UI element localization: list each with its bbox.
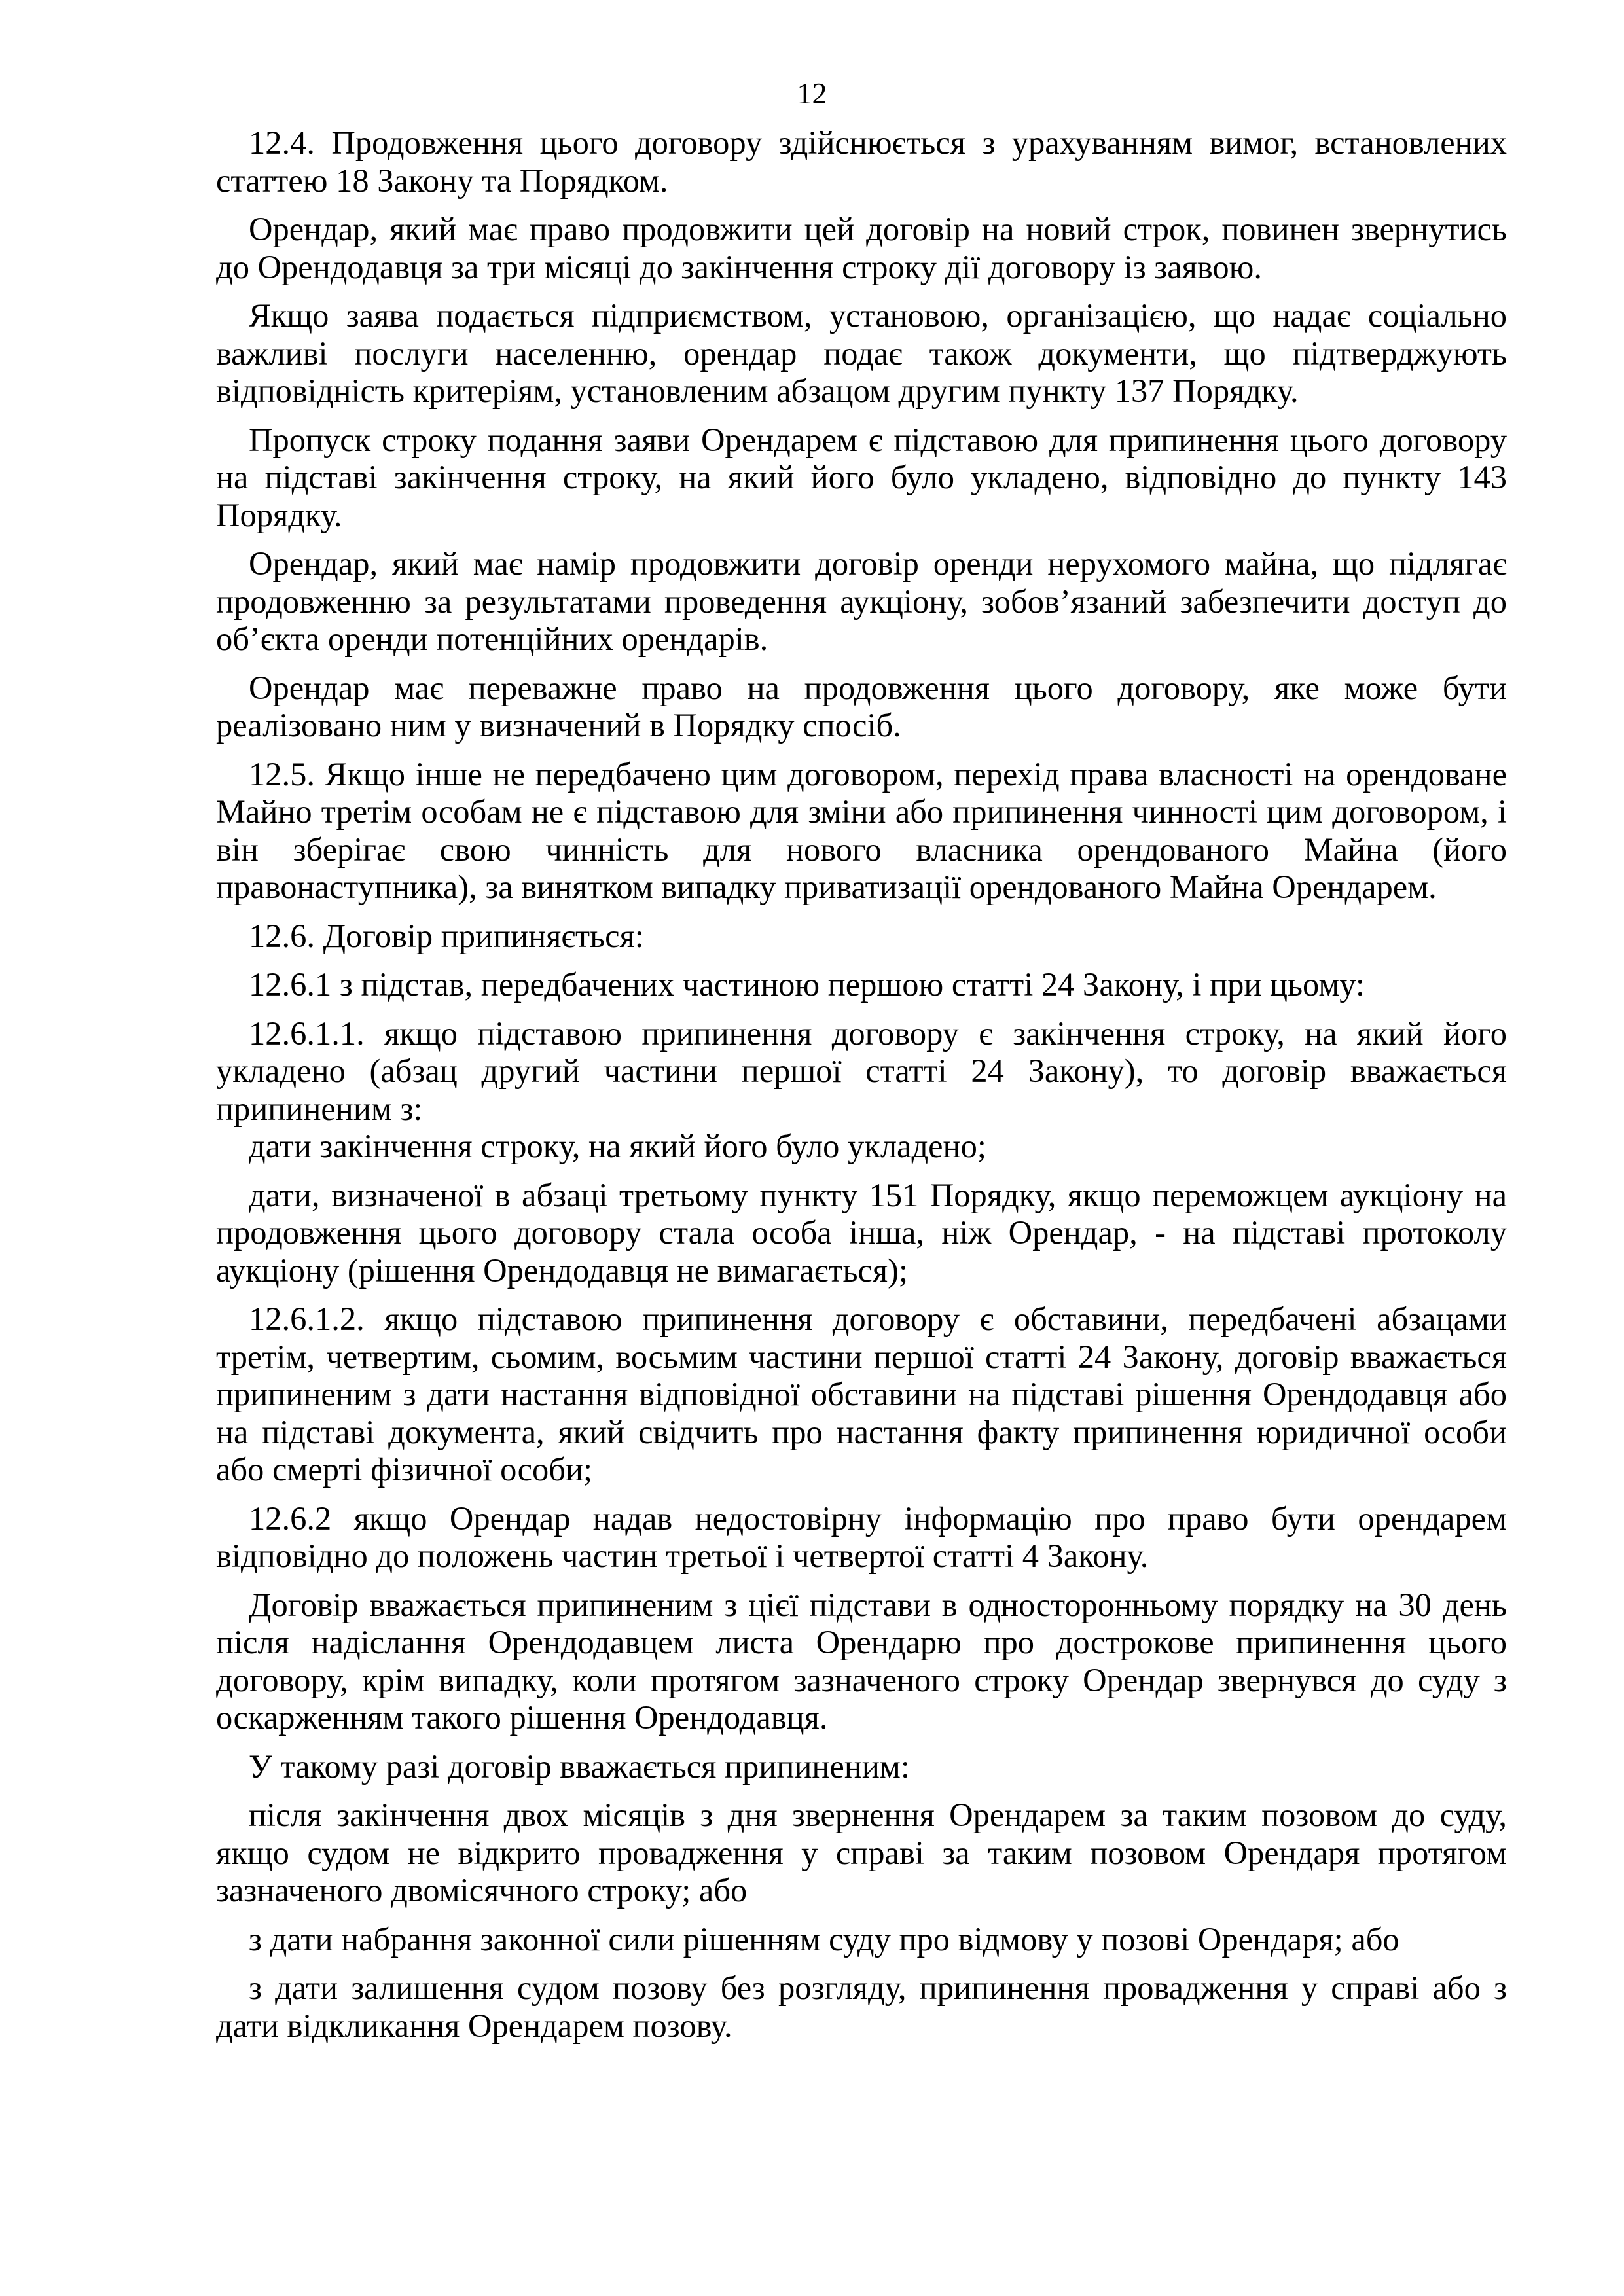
paragraph-12-6-1-1: 12.6.1.1. якщо підставою припинення договору є закінчення строку, на який його укладено (абзац другий частини першої статті 24 Закону), то договір вважається припиненим з: <box>216 1014 1507 1127</box>
paragraph-12-6: 12.6. Договір припиняється: <box>249 917 644 954</box>
paragraph-auction-winner-date: дати, визначеної в абзаці третьому пункту 151 Порядку, якщо переможцем аукціону на продовження цього договору стала особа інша, ніж Орендар, - на підставі протоколу аукціону (рішення Орендодавця не вимагається); <box>216 1176 1507 1289</box>
paragraph-preferential-right: Орендар має переважне право на продовження цього договору, яке може бути реалізовано ним у визначений в Порядку спосіб. <box>216 669 1507 744</box>
paragraph-12-5: 12.5. Якщо інше не передбачено цим договором, перехід права власності на орендоване Майно третім особам не є підставою для зміни або припинення чинності цим договором, і він зберігає свою чинність для нового власника орендованого Майна (його правонаступника), за винятком випадку приватизації орендованого Майна Орендарем. <box>216 755 1507 905</box>
paragraph-missed-deadline: Пропуск строку подання заяви Орендарем є підставою для припинення цього договору на підставі закінчення строку, на який його було укладено, відповідно до пункту 143 Порядку. <box>216 421 1507 533</box>
paragraph-two-months: після закінчення двох місяців з дня звернення Орендарем за таким позовом до суду, якщо судом не відкрито провадження у справі за таким позовом Орендаря протягом зазначеного двомісячного строку; або <box>216 1797 1507 1909</box>
page-number: 12 <box>797 77 827 110</box>
document-body <box>216 124 1507 2056</box>
paragraph-12-4: 12.4. Продовження цього договору здійснюється з урахуванням вимог, встановлених статтею 18 Закону та Порядком. <box>216 124 1507 199</box>
paragraph-12-6-1-2: 12.6.1.2. якщо підставою припинення договору є обставини, передбачені абзацами третім, четвертим, сьомим, восьмим частини першої статті 24 Закону, договір вважається припиненим з дати настання відповідної обставини на підставі рішення Орендодавця або на підставі документа, який свідчить про настання факту припинення юридичної особи або смерті фізичної особи; <box>216 1300 1507 1488</box>
paragraph-12-6-2: 12.6.2 якщо Орендар надав недостовірну інформацію про право бути орендарем відповідно до положень частин третьої і четвертої статті 4 Закону. <box>216 1499 1507 1574</box>
paragraph-unilateral-termination: Договір вважається припиненим з цієї підстави в односторонньому порядку на 30 день після надіслання Орендодавцем листа Орендарю про дострокове припинення цього договору, крім випадку, коли протягом зазначеного строку Орендар звернувся до суду з оскарженням такого рішення Орендодавця. <box>216 1586 1507 1736</box>
paragraph-renewal-application: Орендар, який має право продовжити цей договір на новий строк, повинен звернутись до Орендодавця за три місяці до закінчення строку дії договору із заявою. <box>216 211 1507 285</box>
paragraph-claim-dismissed: з дати залишення судом позову без розгляду, припинення провадження у справі або з дати відкликання Орендарем позову. <box>216 1969 1507 2044</box>
paragraph-auction-access: Орендар, який має намір продовжити договір оренди нерухомого майна, що підлягає продовженню за результатами проведення аукціону, зобов’язаний забезпечити доступ до об’єкта оренди потенційних орендарів. <box>216 545 1507 657</box>
paragraph-social-services: Якщо заява подається підприємством, установою, організацією, що надає соціально важливі послуги населенню, орендар подає також документи, що підтверджують відповідність критеріям, установленим абзацом другим пункту 137 Порядку. <box>216 297 1507 409</box>
paragraph-court-refusal: з дати набрання законної сили рішенням суду про відмову у позові Орендаря; або <box>249 1920 1399 1958</box>
paragraph-in-such-case: У такому разі договір вважається припиненим: <box>249 1748 910 1785</box>
paragraph-term-end-date: дати закінчення строку, на який його було укладено; <box>249 1128 986 1164</box>
paragraph-12-6-1: 12.6.1 з підстав, передбачених частиною першою статті 24 Закону, і при цьому: <box>249 966 1365 1003</box>
